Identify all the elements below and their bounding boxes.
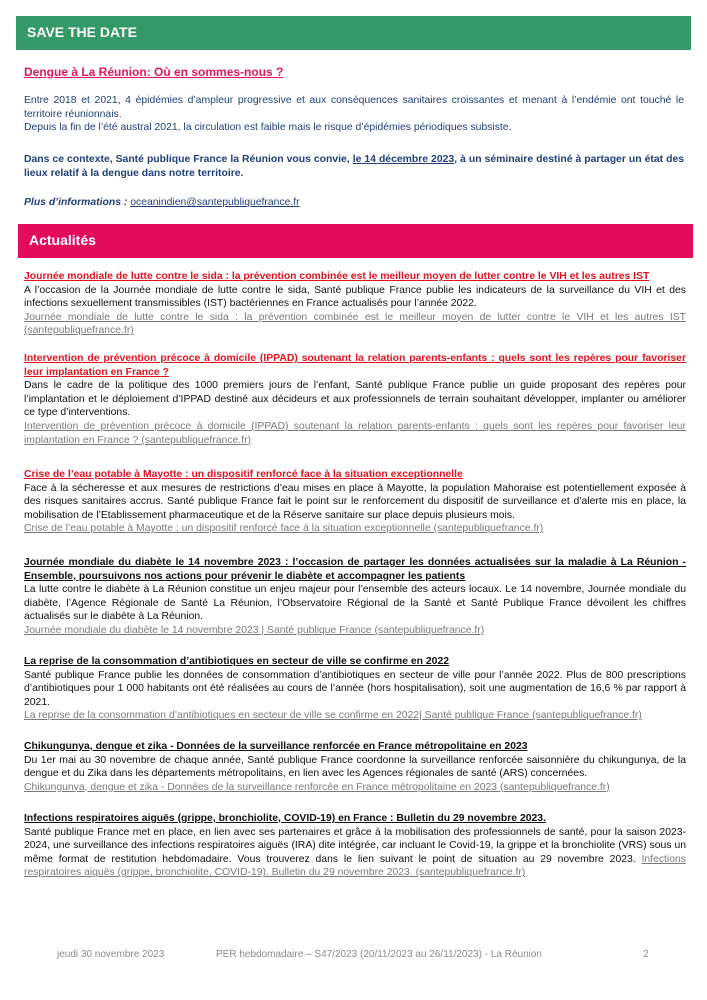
news-source-link[interactable]: Crise de l’eau potable à Mayotte : un dispositif renforcé face à la situation exceptionnelle (santepubliquefrance.fr) (24, 523, 544, 535)
news-item (24, 270, 686, 338)
news-item (24, 468, 686, 536)
news-source-link[interactable]: Intervention de prévention précoce à domicile (IPPAD) soutenant la relation parents-enfants : quels sont les repères pour favoriser leur implantation en France ? (santepubliquefrance.fr) (24, 420, 686, 446)
news-source-link[interactable]: Infections respiratoires aiguës (grippe, bronchiolite, COVID-19). Bulletin du 29 novembre 2023. (santepubliquefrance.fr) (24, 853, 686, 879)
actualites-header-label: Actualités (29, 232, 96, 249)
news-item (24, 655, 686, 723)
invitation-text-before: Dans ce contexte, Santé publique France la Réunion vous convie, (24, 154, 353, 165)
save-the-date-header-label: SAVE THE DATE (27, 24, 137, 41)
news-source-link[interactable]: Journée mondiale du diabète le 14 novembre 2023 | Santé publique France (santepubliquefrance.fr) (24, 624, 485, 636)
news-source-link[interactable]: Chikungunya, dengue et zika - Données de la surveillance renforcée en France métropolitaine en 2023 (santepubliquefrance.fr) (24, 781, 610, 793)
news-item (24, 740, 686, 794)
news-title-link[interactable]: Crise de l’eau potable à Mayotte : un dispositif renforcé face à la situation exceptionnelle (24, 469, 463, 480)
invitation-text-after: , à un séminaire destiné à partager un état des lieux relatif à la dengue dans notre territoire. (24, 154, 685, 179)
news-title-link[interactable]: Intervention de prévention précoce à domicile (IPPAD) soutenant la relation parents-enfants : quels sont les repères pour favoriser leur implantation en France ? (24, 353, 686, 378)
news-body: Du 1er mai au 30 novembre de chaque année, Santé publique France coordonne la surveillance renforcée saisonnière du chikungunya, de la dengue et du Zika dans les départements métropolitains, en lien avec les Agences régionales de santé (ARS) concernées. (24, 754, 686, 780)
seminar-date-link[interactable]: le 14 décembre 2023 (352, 154, 455, 165)
dengue-paragraph-2: Depuis la fin de l’été austral 2021, la circulation est faible mais le risque d’épidémies périodiques subsiste. (24, 122, 512, 134)
footer-page-number: 2 (643, 949, 649, 960)
news-item (24, 352, 686, 447)
actualites-header (18, 224, 693, 258)
news-source-link[interactable]: Journée mondiale de lutte contre le sida : la prévention combinée est le meilleur moyen de lutter contre le VIH et les autres IST (santepubliquefrance.fr) (24, 311, 686, 337)
news-body: La lutte contre le diabète à La Réunion constitue un enjeu majeur pour l’ensemble des acteurs locaux. Le 14 novembre, Journée mondiale du diabète, l’Agence Régionale de Santé La Réunion, l’Observatoire Régional de la Santé et Santé Publique France dévoilent les chiffres actualisés sur le diabète à La Réunion. (24, 584, 686, 623)
save-the-date-header (16, 16, 691, 50)
dengue-event-title-link[interactable]: Dengue à La Réunion: Où en sommes-nous ? (24, 65, 284, 79)
footer-publication: PER hebdomadaire – S47/2023 (20/11/2023 au 26/11/2023) - La Réunion (216, 949, 542, 960)
news-body: Dans le cadre de la politique des 1000 premiers jours de l’enfant, Santé publique France publie un guide proposant des repères pour l’implantation et le déploiement d’IPPAD destiné aux décideurs et aux professionnels de terrain souhaitant développer, implanter ou améliorer ce type d’interventions. (24, 380, 686, 419)
news-title-link[interactable]: La reprise de la consommation d’antibiotiques en secteur de ville se confirme en 2022 (24, 656, 450, 667)
news-body: A l’occasion de la Journée mondiale de lutte contre le sida, Santé publique France publie les indicateurs de la surveillance du VIH et des infections sexuellement transmissibles (IST) bactériennes en France actualisés pour l’année 2022. (24, 284, 686, 310)
news-title-link[interactable]: Infections respiratoires aiguës (grippe, bronchiolite, COVID-19) en France : Bulletin du 29 novembre 2023. (24, 813, 546, 824)
news-item (24, 812, 686, 880)
news-body: Santé publique France publie les données de consommation d’antibiotiques en secteur de ville pour l’année 2022. Plus de 800 prescriptions d’antibiotiques pour 1 000 habitants ont été réalisées au cours de l’année (hors hospitalisation), soit une augmentation de 16,6 % par rapport à 2021. (24, 669, 686, 708)
news-item (24, 556, 686, 638)
news-title-link[interactable]: Chikungunya, dengue et zika - Données de la surveillance renforcée en France métropolitaine en 2023 (24, 741, 528, 752)
footer-date: jeudi 30 novembre 2023 (57, 949, 165, 960)
more-info (24, 196, 684, 210)
contact-email-link[interactable]: oceanindien@santepubliquefrance.fr (130, 197, 300, 208)
news-title-link[interactable]: Journée mondiale de lutte contre le sida : la prévention combinée est le meilleur moyen de lutter contre le VIH et les autres IST (24, 271, 650, 282)
more-info-label: Plus d’informations : (24, 197, 131, 208)
news-source-link[interactable]: La reprise de la consommation d’antibiotiques en secteur de ville se confirme en 2022| Santé publique France (santepubliquefrance.fr) (24, 710, 642, 722)
news-title-link[interactable]: Journée mondiale du diabète le 14 novembre 2023 : l’occasion de partager les données actualisées sur la maladie à La Réunion - Ensemble, poursuivons nos actions pour prévenir le diabète et accompagner les patients (24, 557, 686, 582)
dengue-paragraph-1: Entre 2018 et 2021, 4 épidémies d’ampleur progressive et aux conséquences sanitaires croissantes et menant à l’endémie ont touché le territoire réunionnais. (24, 95, 684, 120)
dengue-invitation (24, 153, 684, 180)
news-body: Santé publique France met en place, en lien avec ses partenaires et grâce à la mobilisation des professionnels de santé, pour la saison 2023-2024, une surveillance des infections respiratoires aiguës (IRA) dite intégrée, car incluant le Covid-19, la grippe et la bronchiolite (VRS) sous un même format de restitution hebdomadaire. Vous trouverez dans le lien suivant le point de situation au 29 novembre 2023. (24, 826, 686, 865)
news-body: Face à la sécheresse et aux mesures de restrictions d’eau mises en place à Mayotte, la population Mahoraise est potentiellement exposée à des risques sanitaires accrus. Santé publique France fait le point sur le renforcement du dispositif de surveillance et d’alerte mis en place, la mobilisation de l’Etablissement pharmaceutique et de la Réserve sanitaire sur place depuis plusieurs mois. (24, 482, 686, 521)
invitation-paragraph (24, 153, 684, 180)
dengue-intro (24, 94, 684, 135)
